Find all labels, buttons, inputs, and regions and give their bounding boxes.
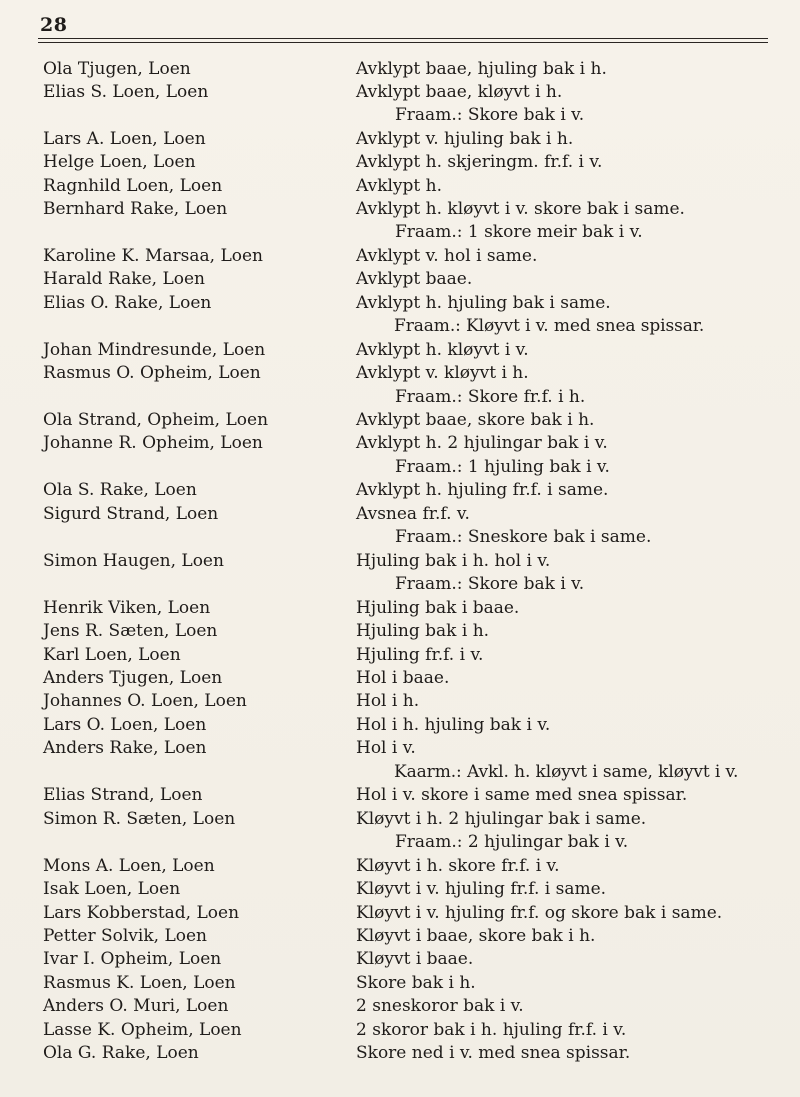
entry-row	[0, 503, 800, 526]
entry-row	[0, 855, 800, 878]
owner-name: Bernhard Rake, Loen	[43, 199, 228, 219]
owner-name: Mons A. Loen, Loen	[43, 856, 215, 876]
entry-row	[0, 808, 800, 831]
mark-note: Kaarm.: Avkl. h. kløyvt i same, kløyvt i v.	[394, 762, 739, 782]
owner-name: Anders Tjugen, Loen	[43, 668, 223, 688]
owner-name: Elias O. Rake, Loen	[43, 293, 212, 313]
mark-description: Skore bak i h.	[356, 973, 476, 993]
mark-description: Hjuling bak i baae.	[356, 598, 520, 618]
owner-name: Johannes O. Loen, Loen	[43, 691, 247, 711]
owner-name: Jens R. Sæten, Loen	[43, 621, 218, 641]
owner-name: Ola Tjugen, Loen	[43, 59, 191, 79]
owner-name: Lars O. Loen, Loen	[43, 715, 207, 735]
mark-description: Skore ned i v. med snea spissar.	[356, 1043, 631, 1063]
owner-name: Simon R. Sæten, Loen	[43, 809, 236, 829]
mark-note: Fraam.: Kløyvt i v. med snea spissar.	[394, 316, 705, 336]
entry-note-row	[0, 573, 800, 596]
entry-row	[0, 81, 800, 104]
owner-name: Simon Haugen, Loen	[43, 551, 224, 571]
mark-description: Hol i baae.	[356, 668, 450, 688]
owner-name: Rasmus K. Loen, Loen	[43, 973, 236, 993]
owner-name: Lars Kobberstad, Loen	[43, 903, 240, 923]
owner-name: Anders O. Muri, Loen	[43, 996, 229, 1016]
entry-row	[0, 362, 800, 385]
mark-description: 2 skoror bak i h. hjuling fr.f. i v.	[356, 1020, 627, 1040]
entry-row	[0, 409, 800, 432]
owner-name: Johanne R. Opheim, Loen	[43, 433, 263, 453]
owner-name: Elias Strand, Loen	[43, 785, 203, 805]
entry-row	[0, 948, 800, 971]
entry-row	[0, 339, 800, 362]
owner-name: Johan Mindresunde, Loen	[43, 340, 266, 360]
entry-row	[0, 268, 800, 291]
mark-description: Avklypt baae, kløyvt i h.	[356, 82, 563, 102]
mark-description: Avklypt h. hjuling fr.f. i same.	[356, 480, 609, 500]
owner-name: Ola G. Rake, Loen	[43, 1043, 199, 1063]
owner-name: Sigurd Strand, Loen	[43, 504, 219, 524]
entry-note-row	[0, 221, 800, 244]
mark-description: Avklypt v. hol i same.	[356, 246, 538, 266]
mark-note: Fraam.: 2 hjulingar bak i v.	[395, 832, 629, 852]
entry-row	[0, 432, 800, 455]
owner-name: Ivar I. Opheim, Loen	[43, 949, 222, 969]
mark-description: Avklypt h. 2 hjulingar bak i v.	[356, 433, 608, 453]
mark-description: Hol i v.	[356, 738, 416, 758]
entry-row	[0, 878, 800, 901]
owner-name: Helge Loen, Loen	[43, 152, 196, 172]
entry-note-row	[0, 761, 800, 784]
mark-description: Avsnea fr.f. v.	[356, 504, 470, 524]
owner-name: Karoline K. Marsaa, Loen	[43, 246, 263, 266]
mark-description: Avklypt baae, skore bak i h.	[356, 410, 595, 430]
mark-description: Kløyvt i baae.	[356, 949, 474, 969]
owner-name: Anders Rake, Loen	[43, 738, 207, 758]
mark-description: Hjuling bak i h. hol i v.	[356, 551, 551, 571]
mark-note: Fraam.: Sneskore bak i same.	[395, 527, 652, 547]
entry-row	[0, 714, 800, 737]
owner-name: Ola Strand, Opheim, Loen	[43, 410, 269, 430]
mark-description: Avklypt h. skjeringm. fr.f. i v.	[356, 152, 603, 172]
entry-row	[0, 690, 800, 713]
entry-note-row	[0, 456, 800, 479]
mark-description: Avklypt h. hjuling bak i same.	[356, 293, 611, 313]
mark-note: Fraam.: 1 hjuling bak i v.	[395, 457, 610, 477]
mark-description: Avklypt h. kløyvt i v. skore bak i same.	[356, 199, 685, 219]
mark-description: Avklypt baae.	[356, 269, 473, 289]
entry-row	[0, 175, 800, 198]
entry-row	[0, 667, 800, 690]
entry-row	[0, 737, 800, 760]
owner-name: Isak Loen, Loen	[43, 879, 181, 899]
entry-row	[0, 925, 800, 948]
owner-name: Petter Solvik, Loen	[43, 926, 207, 946]
mark-description: Kløyvt i v. hjuling fr.f. og skore bak i same.	[356, 903, 723, 923]
mark-description: Kløyvt i h. 2 hjulingar bak i same.	[356, 809, 647, 829]
mark-description: Kløyvt i v. hjuling fr.f. i same.	[356, 879, 607, 899]
mark-description: Hjuling fr.f. i v.	[356, 645, 484, 665]
entry-row	[0, 151, 800, 174]
entry-row	[0, 972, 800, 995]
entry-row	[0, 620, 800, 643]
entry-note-row	[0, 831, 800, 854]
mark-description: Hol i h. hjuling bak i v.	[356, 715, 551, 735]
entry-row	[0, 58, 800, 81]
mark-note: Fraam.: Skore bak i v.	[395, 574, 585, 594]
entry-row	[0, 597, 800, 620]
mark-description: Kløyvt i baae, skore bak i h.	[356, 926, 596, 946]
owner-name: Ragnhild Loen, Loen	[43, 176, 223, 196]
owner-name: Karl Loen, Loen	[43, 645, 181, 665]
entry-row	[0, 902, 800, 925]
mark-description: Avklypt h. kløyvt i v.	[356, 340, 529, 360]
owner-name: Lars A. Loen, Loen	[43, 129, 206, 149]
entry-row	[0, 1042, 800, 1065]
page-number: 28	[40, 14, 68, 36]
owner-name: Rasmus O. Opheim, Loen	[43, 363, 261, 383]
owner-name: Elias S. Loen, Loen	[43, 82, 209, 102]
entry-row	[0, 995, 800, 1018]
owner-name: Henrik Viken, Loen	[43, 598, 211, 618]
entry-row	[0, 784, 800, 807]
owner-name: Harald Rake, Loen	[43, 269, 205, 289]
entry-note-row	[0, 386, 800, 409]
mark-description: Hol i h.	[356, 691, 420, 711]
entry-row	[0, 198, 800, 221]
entry-row	[0, 550, 800, 573]
mark-description: 2 sneskoror bak i v.	[356, 996, 524, 1016]
entry-row	[0, 479, 800, 502]
owner-name: Ola S. Rake, Loen	[43, 480, 197, 500]
entry-note-row	[0, 104, 800, 127]
mark-note: Fraam.: Skore bak i v.	[395, 105, 585, 125]
entry-note-row	[0, 315, 800, 338]
mark-description: Avklypt h.	[356, 176, 443, 196]
mark-note: Fraam.: Skore fr.f. i h.	[395, 387, 586, 407]
entry-note-row	[0, 526, 800, 549]
mark-description: Avklypt v. hjuling bak i h.	[356, 129, 574, 149]
entry-row	[0, 245, 800, 268]
entry-row	[0, 128, 800, 151]
entry-row	[0, 1019, 800, 1042]
mark-description: Avklypt v. kløyvt i h.	[356, 363, 529, 383]
owner-name: Lasse K. Opheim, Loen	[43, 1020, 242, 1040]
mark-description: Kløyvt i h. skore fr.f. i v.	[356, 856, 560, 876]
entry-row	[0, 292, 800, 315]
mark-description: Hol i v. skore i same med snea spissar.	[356, 785, 688, 805]
mark-note: Fraam.: 1 skore meir bak i v.	[395, 222, 643, 242]
mark-description: Avklypt baae, hjuling bak i h.	[356, 59, 607, 79]
mark-description: Hjuling bak i h.	[356, 621, 490, 641]
entry-row	[0, 644, 800, 667]
